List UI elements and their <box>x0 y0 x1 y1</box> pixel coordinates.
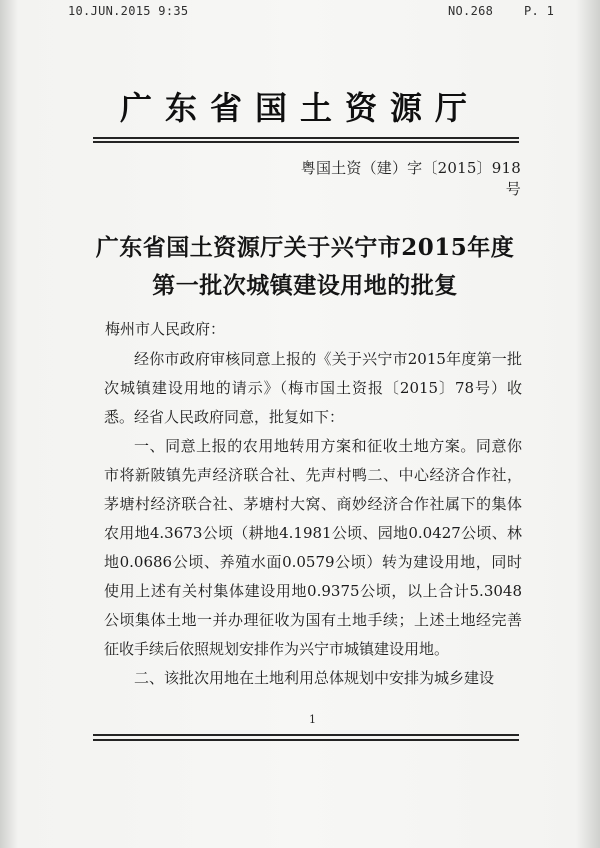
document-number: 粤国土资（建）字〔2015〕918号 <box>300 159 521 198</box>
body-text <box>104 345 522 693</box>
fax-header <box>0 0 600 22</box>
fax-page: P. 1 <box>524 4 555 18</box>
footer-rule-bottom <box>93 739 519 741</box>
header-rule-bottom <box>93 141 519 143</box>
agency-title: 广东省国土资源厅 <box>119 89 480 127</box>
fax-number: NO.268 <box>448 4 494 18</box>
header-rule-top <box>93 137 519 139</box>
body-paragraph-1: 经你市政府审核同意上报的《关于兴宁市2015年度第一批次城镇建设用地的请示》（梅市国土资报〔2015〕78号）收悉。经省人民政府同意，批复如下： <box>104 350 522 426</box>
footer-rule-top <box>93 734 519 736</box>
body-paragraph-2: 一、同意上报的农用地转用方案和征收土地方案。同意你市将新陂镇先声经济联合社、先声村鸭二、中心经济合作社，茅塘村经济联合社、茅塘村大窝、商妙经济合作社属下的集体农用地4.3673公顷（耕地4.1981公顷、园地0.0427公顷、林地0.0686公顷、养殖水面0.0579公顷）转为建设用地，同时使用上述有关村集体建设用地0.9375公顷，以上合计5.3048公顷集体土地一并办理征收为国有土地手续；上述土地经完善征收手续后依照规划安排作为兴宁市城镇建设用地。 <box>104 437 522 658</box>
document-title-line-1: 广东省国土资源厅关于兴宁市2015年度 <box>95 234 515 261</box>
document-title <box>90 229 520 305</box>
addressee: 梅州市人民政府： <box>105 320 226 338</box>
document-title-line-2: 第一批次城镇建设用地的批复 <box>152 272 458 299</box>
body-paragraph-3: 二、该批次用地在土地利用总体规划中安排为城乡建设 <box>134 669 495 687</box>
page-number: 1 <box>309 713 316 726</box>
fax-datetime: 10.JUN.2015 9:35 <box>68 4 189 18</box>
